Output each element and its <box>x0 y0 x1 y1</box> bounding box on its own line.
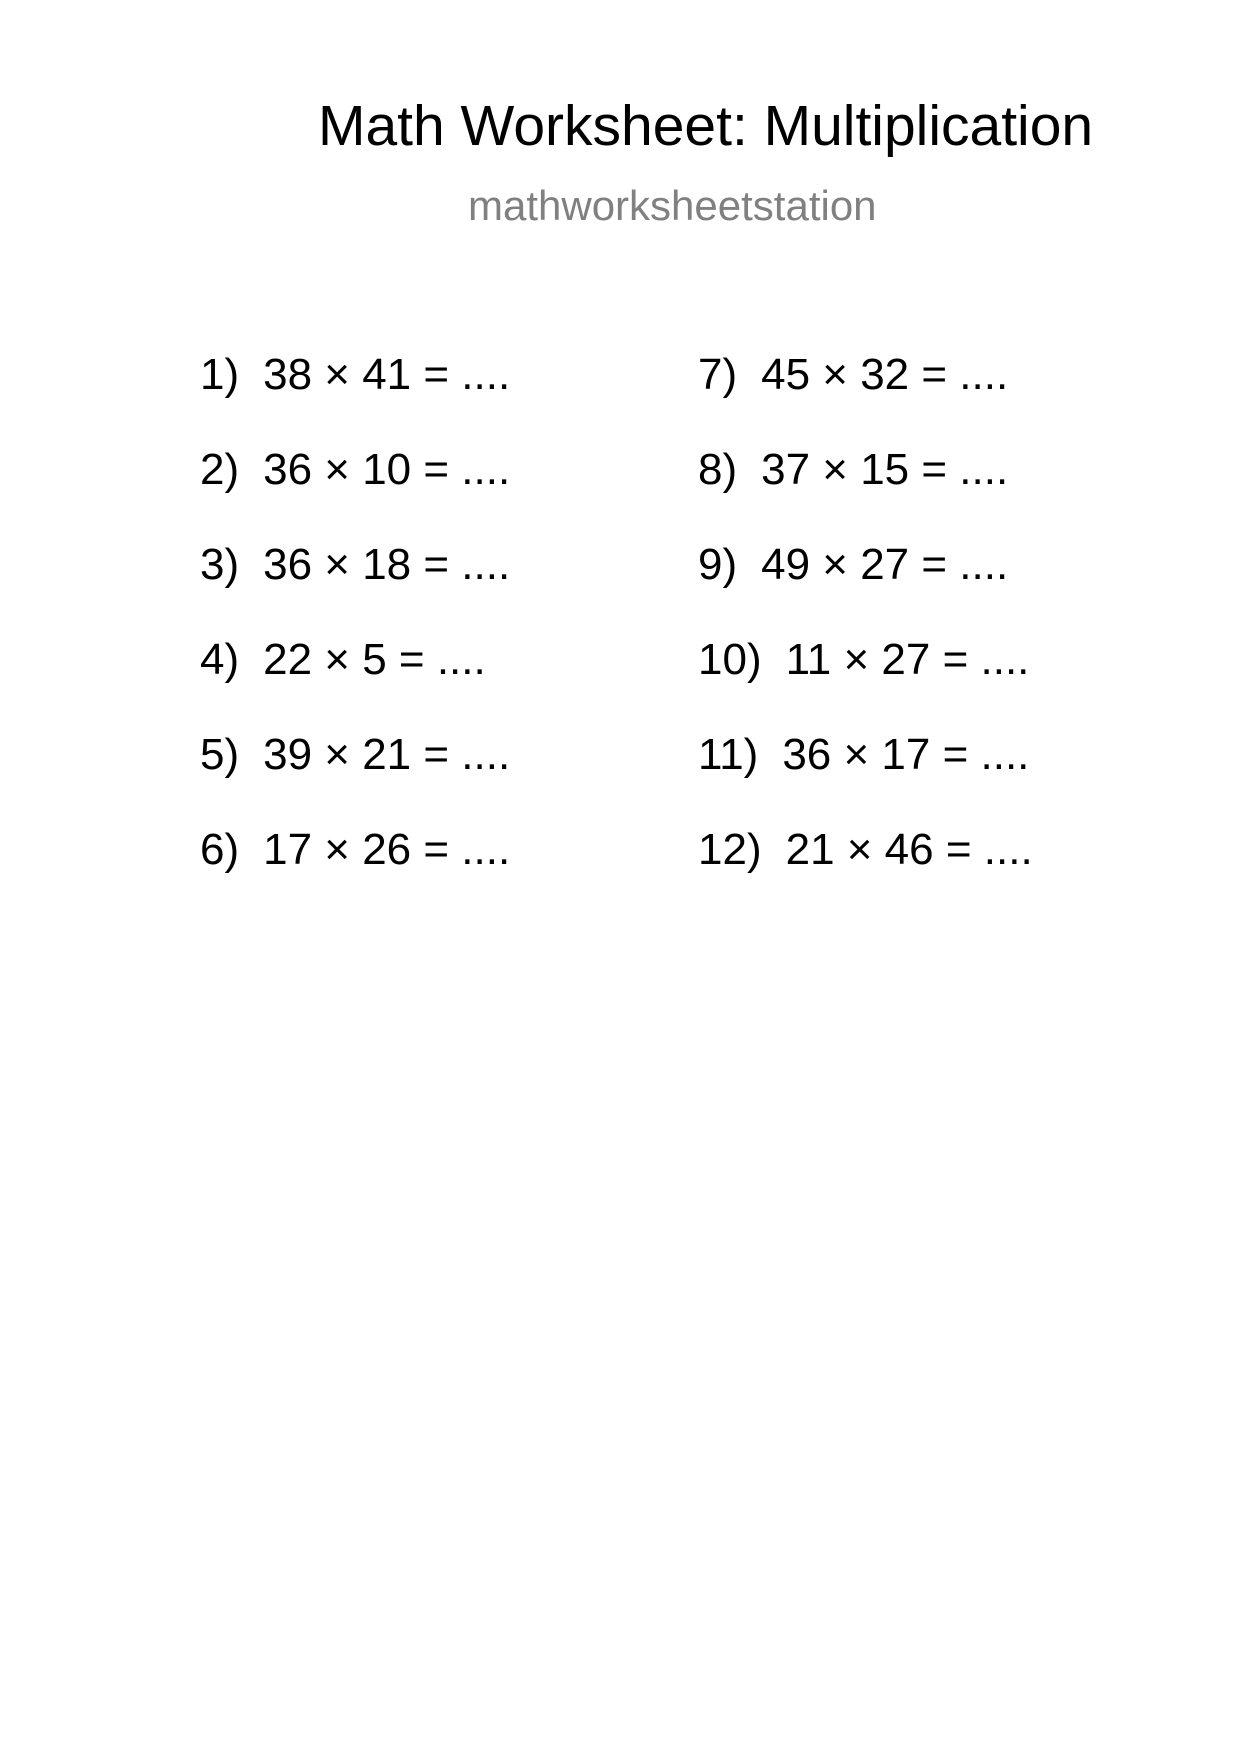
problem-item <box>698 445 1033 543</box>
problem-number: 5) <box>200 730 240 779</box>
problem-expression: 45 × 32 = .... <box>761 350 1009 399</box>
problem-number: 6) <box>200 825 240 874</box>
problem-item <box>200 825 511 923</box>
problem-expression: 36 × 17 = .... <box>782 730 1030 779</box>
problem-expression: 39 × 21 = .... <box>263 730 511 779</box>
problem-number: 10) <box>698 635 762 684</box>
problem-item <box>698 635 1033 733</box>
problem-number: 2) <box>200 445 240 494</box>
problem-item <box>200 540 511 638</box>
problem-column-right <box>698 350 1033 923</box>
source-watermark: mathworksheetstation <box>468 182 877 229</box>
problem-item <box>200 445 511 543</box>
problem-number: 8) <box>698 445 738 494</box>
problem-number: 11) <box>698 730 759 779</box>
problem-item <box>200 350 511 448</box>
problem-number: 9) <box>698 540 738 589</box>
problem-number: 4) <box>200 635 240 684</box>
problem-number: 3) <box>200 540 240 589</box>
problem-expression: 17 × 26 = .... <box>263 825 511 874</box>
problem-expression: 11 × 27 = .... <box>785 635 1030 684</box>
page-title: Math Worksheet: Multiplication <box>318 94 1094 158</box>
problem-expression: 36 × 18 = .... <box>263 540 511 589</box>
problem-number: 1) <box>200 350 240 399</box>
problem-expression: 38 × 41 = .... <box>263 350 511 399</box>
problem-item <box>698 730 1033 828</box>
problem-expression: 36 × 10 = .... <box>263 445 511 494</box>
problem-item <box>698 350 1033 448</box>
problem-column-left <box>200 350 511 923</box>
problem-number: 7) <box>698 350 738 399</box>
problem-item <box>200 635 510 733</box>
problem-expression: 22 × 5 = .... <box>263 635 486 684</box>
problem-item <box>698 540 1033 638</box>
problem-expression: 21 × 46 = .... <box>785 825 1033 874</box>
problem-item <box>200 730 511 828</box>
problem-expression: 49 × 27 = .... <box>761 540 1009 589</box>
problem-number: 12) <box>698 825 762 874</box>
problem-expression: 37 × 15 = .... <box>761 445 1009 494</box>
problem-item <box>698 825 1033 923</box>
